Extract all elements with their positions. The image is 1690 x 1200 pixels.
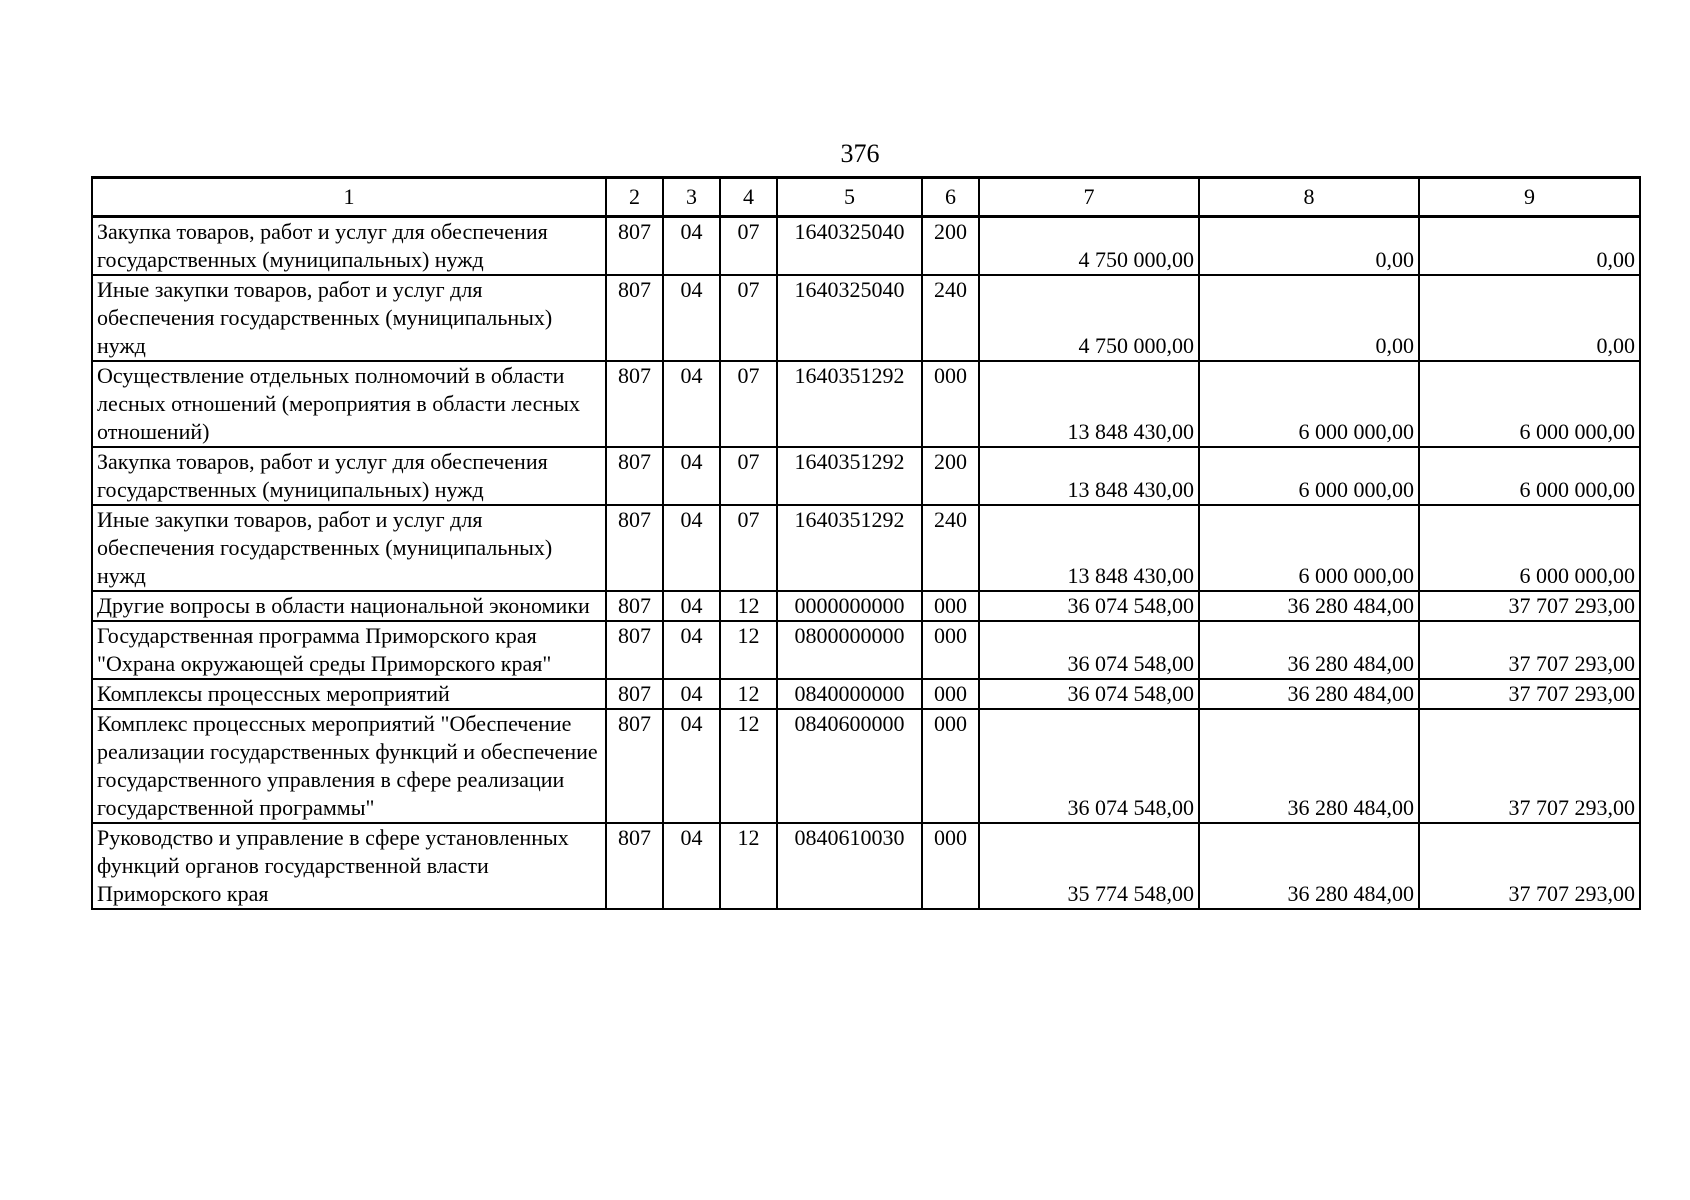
row-amount-cell: 0,00 [1199, 217, 1419, 276]
row-code-cell: 07 [720, 447, 777, 505]
row-code-cell: 04 [663, 823, 720, 909]
row-name-cell: Осуществление отдельных полномочий в области лесных отношений (мероприятия в области лесных отношений) [92, 361, 606, 447]
row-code-cell: 0840610030 [777, 823, 922, 909]
row-amount-cell: 6 000 000,00 [1199, 361, 1419, 447]
table-row [92, 621, 1640, 679]
row-amount-cell: 6 000 000,00 [1419, 361, 1640, 447]
row-code-cell: 1640325040 [777, 217, 922, 276]
row-amount-cell: 13 848 430,00 [979, 447, 1199, 505]
row-code-cell: 807 [606, 217, 663, 276]
row-code-cell: 07 [720, 275, 777, 361]
table-row [92, 679, 1640, 709]
row-code-cell: 07 [720, 217, 777, 276]
row-code-cell: 04 [663, 275, 720, 361]
row-code-cell: 12 [720, 621, 777, 679]
column-header: 5 [777, 178, 922, 217]
row-name-cell: Закупка товаров, работ и услуг для обеспечения государственных (муниципальных) нужд [92, 447, 606, 505]
row-code-cell: 200 [922, 217, 979, 276]
row-code-cell: 807 [606, 505, 663, 591]
column-header: 2 [606, 178, 663, 217]
row-amount-cell: 37 707 293,00 [1419, 621, 1640, 679]
row-code-cell: 000 [922, 591, 979, 621]
row-amount-cell: 36 074 548,00 [979, 709, 1199, 823]
column-header: 1 [92, 178, 606, 217]
row-name-cell: Иные закупки товаров, работ и услуг для обеспечения государственных (муниципальных) нужд [92, 505, 606, 591]
row-amount-cell: 35 774 548,00 [979, 823, 1199, 909]
row-code-cell: 807 [606, 823, 663, 909]
row-code-cell: 807 [606, 679, 663, 709]
row-code-cell: 0840600000 [777, 709, 922, 823]
table-row [92, 591, 1640, 621]
row-code-cell: 0840000000 [777, 679, 922, 709]
row-amount-cell: 36 074 548,00 [979, 679, 1199, 709]
row-code-cell: 07 [720, 505, 777, 591]
row-amount-cell: 37 707 293,00 [1419, 591, 1640, 621]
row-name-cell: Иные закупки товаров, работ и услуг для обеспечения государственных (муниципальных) нужд [92, 275, 606, 361]
row-code-cell: 04 [663, 447, 720, 505]
row-amount-cell: 37 707 293,00 [1419, 709, 1640, 823]
row-code-cell: 04 [663, 217, 720, 276]
row-amount-cell: 36 280 484,00 [1199, 591, 1419, 621]
row-code-cell: 240 [922, 275, 979, 361]
column-header: 8 [1199, 178, 1419, 217]
row-code-cell: 12 [720, 591, 777, 621]
row-amount-cell: 37 707 293,00 [1419, 679, 1640, 709]
row-code-cell: 807 [606, 275, 663, 361]
row-amount-cell: 0,00 [1419, 275, 1640, 361]
table-row [92, 823, 1640, 909]
row-code-cell: 200 [922, 447, 979, 505]
table-row [92, 361, 1640, 447]
row-amount-cell: 36 280 484,00 [1199, 679, 1419, 709]
row-name-cell: Комплексы процессных мероприятий [92, 679, 606, 709]
table-row [92, 709, 1640, 823]
row-code-cell: 807 [606, 361, 663, 447]
row-code-cell: 000 [922, 679, 979, 709]
row-name-cell: Комплекс процессных мероприятий "Обеспечение реализации государственных функций и обеспечение государственного управления в сфере реализации государственной программы" [92, 709, 606, 823]
row-amount-cell: 37 707 293,00 [1419, 823, 1640, 909]
row-name-cell: Другие вопросы в области национальной экономики [92, 591, 606, 621]
column-header: 3 [663, 178, 720, 217]
header-row [92, 178, 1640, 217]
row-code-cell: 04 [663, 505, 720, 591]
row-amount-cell: 36 280 484,00 [1199, 621, 1419, 679]
row-code-cell: 12 [720, 709, 777, 823]
row-code-cell: 0000000000 [777, 591, 922, 621]
table-row [92, 217, 1640, 276]
row-code-cell: 1640351292 [777, 447, 922, 505]
row-code-cell: 04 [663, 361, 720, 447]
row-amount-cell: 36 074 548,00 [979, 591, 1199, 621]
row-code-cell: 0800000000 [777, 621, 922, 679]
row-amount-cell: 13 848 430,00 [979, 361, 1199, 447]
row-code-cell: 04 [663, 709, 720, 823]
row-amount-cell: 0,00 [1199, 275, 1419, 361]
row-amount-cell: 6 000 000,00 [1199, 505, 1419, 591]
row-code-cell: 807 [606, 447, 663, 505]
row-name-cell: Государственная программа Приморского края "Охрана окружающей среды Приморского края" [92, 621, 606, 679]
row-amount-cell: 4 750 000,00 [979, 275, 1199, 361]
row-code-cell: 000 [922, 709, 979, 823]
column-header: 4 [720, 178, 777, 217]
page-number: 376 [840, 139, 880, 168]
table-row [92, 275, 1640, 361]
row-code-cell: 07 [720, 361, 777, 447]
row-code-cell: 807 [606, 591, 663, 621]
row-amount-cell: 6 000 000,00 [1199, 447, 1419, 505]
row-amount-cell: 36 280 484,00 [1199, 823, 1419, 909]
row-code-cell: 04 [663, 591, 720, 621]
row-code-cell: 240 [922, 505, 979, 591]
row-amount-cell: 0,00 [1419, 217, 1640, 276]
row-amount-cell: 6 000 000,00 [1419, 447, 1640, 505]
row-code-cell: 000 [922, 621, 979, 679]
row-name-cell: Руководство и управление в сфере установленных функций органов государственной власти Приморского края [92, 823, 606, 909]
row-code-cell: 04 [663, 621, 720, 679]
row-code-cell: 1640325040 [777, 275, 922, 361]
row-code-cell: 12 [720, 823, 777, 909]
row-code-cell: 12 [720, 679, 777, 709]
row-amount-cell: 4 750 000,00 [979, 217, 1199, 276]
budget-table [91, 176, 1641, 910]
row-code-cell: 807 [606, 621, 663, 679]
row-code-cell: 04 [663, 679, 720, 709]
row-code-cell: 000 [922, 823, 979, 909]
column-header: 9 [1419, 178, 1640, 217]
column-header: 7 [979, 178, 1199, 217]
row-code-cell: 000 [922, 361, 979, 447]
column-header: 6 [922, 178, 979, 217]
row-amount-cell: 36 280 484,00 [1199, 709, 1419, 823]
row-amount-cell: 6 000 000,00 [1419, 505, 1640, 591]
row-amount-cell: 36 074 548,00 [979, 621, 1199, 679]
row-name-cell: Закупка товаров, работ и услуг для обеспечения государственных (муниципальных) нужд [92, 217, 606, 276]
table-row [92, 505, 1640, 591]
table-row [92, 447, 1640, 505]
row-amount-cell: 13 848 430,00 [979, 505, 1199, 591]
row-code-cell: 1640351292 [777, 361, 922, 447]
row-code-cell: 807 [606, 709, 663, 823]
row-code-cell: 1640351292 [777, 505, 922, 591]
